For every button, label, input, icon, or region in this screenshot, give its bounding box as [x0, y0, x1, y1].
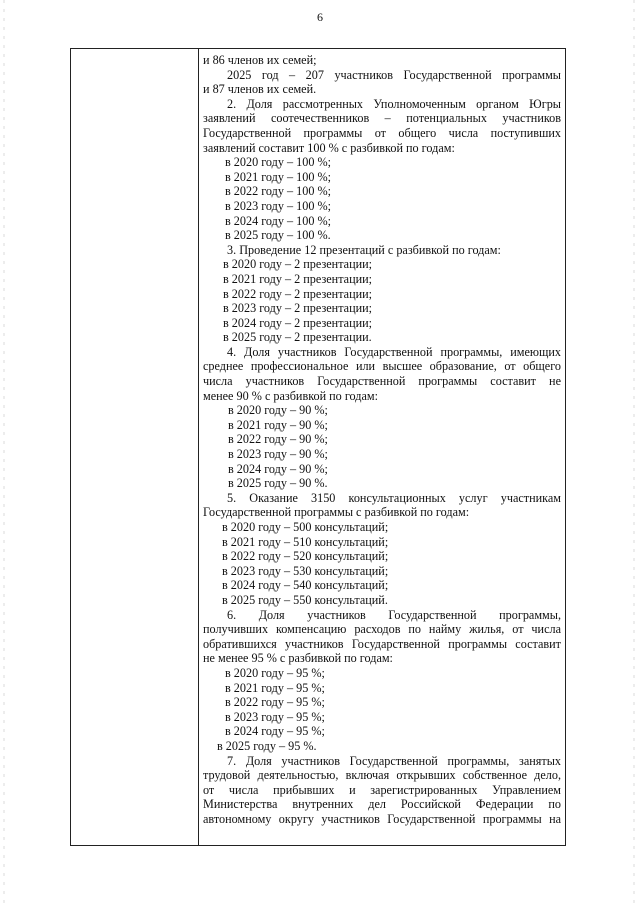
text-line: в 2021 году – 510 консультаций;: [222, 534, 389, 549]
text-line: 2. Доля рассмотренных Уполномоченным органом Югры: [227, 96, 561, 111]
scan-edge-right: [633, 0, 635, 905]
text-line: обратившихся участников Государственной программы составит: [203, 636, 561, 651]
text-line: в 2021 году – 2 презентации;: [223, 271, 373, 286]
text-line: 6. Доля участников Государственной программы,: [227, 607, 561, 622]
text-line: автономному округу участников Государственной программы на: [203, 811, 561, 826]
text-line: и 87 членов их семей.: [203, 82, 317, 97]
text-line: в 2020 году – 100 %;: [225, 155, 332, 170]
text-line: в 2021 году – 95 %;: [225, 680, 325, 695]
text-line: в 2023 году – 530 консультаций;: [222, 563, 389, 578]
document-table: [70, 48, 566, 846]
text-line: Государственной программы от общего числа поступивших: [203, 125, 561, 140]
text-line: 4. Доля участников Государственной программы, имеющих: [227, 344, 561, 359]
scan-edge-left: [3, 0, 5, 905]
text-line: в 2024 году – 540 консультаций;: [222, 578, 389, 593]
text-line: трудовой деятельностью, включая открывших собственное дело,: [203, 768, 561, 783]
text-line: в 2025 году – 95 %.: [217, 738, 317, 753]
text-line: заявлений составит 100 % с разбивкой по годам:: [203, 140, 455, 155]
text-line: 3. Проведение 12 презентаций с разбивкой по годам:: [227, 242, 501, 257]
text-line: в 2022 году – 520 консультаций;: [222, 549, 389, 564]
text-line: и 86 членов их семей;: [203, 53, 317, 67]
text-line: в 2025 году – 550 консультаций.: [222, 592, 388, 607]
text-line: в 2022 году – 95 %;: [225, 695, 325, 710]
text-line: в 2024 году – 90 %;: [228, 461, 328, 476]
text-line: в 2022 году – 90 %;: [228, 432, 328, 447]
table-left-column: [71, 49, 199, 845]
text-line: в 2023 году – 90 %;: [228, 447, 328, 462]
text-line: в 2021 году – 90 %;: [228, 417, 328, 432]
text-line: менее 90 % с разбивкой по годам:: [203, 388, 378, 403]
text-line: от числа прибывших и зарегистрированных Управлением: [203, 782, 561, 797]
text-line: среднее профессиональное или высшее образование, от общего: [203, 359, 561, 374]
text-line: в 2023 году – 2 презентации;: [223, 301, 373, 316]
text-line: в 2023 году – 95 %;: [225, 709, 325, 724]
text-line: в 2022 году – 100 %;: [225, 184, 332, 199]
text-line: в 2020 году – 95 %;: [225, 665, 325, 680]
text-line: в 2021 году – 100 %;: [225, 169, 332, 184]
text-line: 7. Доля участников Государственной программы, занятых: [227, 753, 561, 768]
text-line: в 2022 году – 2 презентации;: [223, 286, 373, 301]
text-line: в 2020 году – 90 %;: [228, 403, 328, 418]
text-line: в 2020 году – 2 презентации;: [223, 257, 373, 272]
table-right-column: [200, 49, 565, 845]
text-line: в 2020 году – 500 консультаций;: [222, 520, 389, 534]
text-line: в 2024 году – 95 %;: [225, 724, 325, 739]
text-line: 5. Оказание 3150 консультационных услуг участникам: [227, 490, 561, 505]
text-line: получивших компенсацию расходов по найму жилья, от числа: [203, 622, 561, 637]
text-line: 2025 год – 207 участников Государственной программы: [227, 67, 561, 82]
page-number: 6: [317, 10, 323, 24]
text-line: в 2024 году – 2 презентации;: [223, 315, 373, 330]
text-line: Министерства внутренних дел Российской Федерации по: [203, 797, 561, 812]
text-line: в 2023 году – 100 %;: [225, 198, 332, 213]
text-line: числа участников Государственной программы составит не: [203, 374, 561, 389]
text-line: Государственной программы с разбивкой по годам:: [203, 505, 470, 520]
text-line: не менее 95 % с разбивкой по годам:: [203, 651, 393, 666]
text-line: в 2025 году – 2 презентации.: [223, 330, 372, 345]
text-line: в 2024 году – 100 %;: [225, 213, 332, 228]
text-line: в 2025 году – 100 %.: [225, 228, 331, 243]
text-line: в 2025 году – 90 %.: [228, 476, 328, 491]
text-line: заявлений соотечественников – потенциальных участников: [203, 111, 561, 126]
